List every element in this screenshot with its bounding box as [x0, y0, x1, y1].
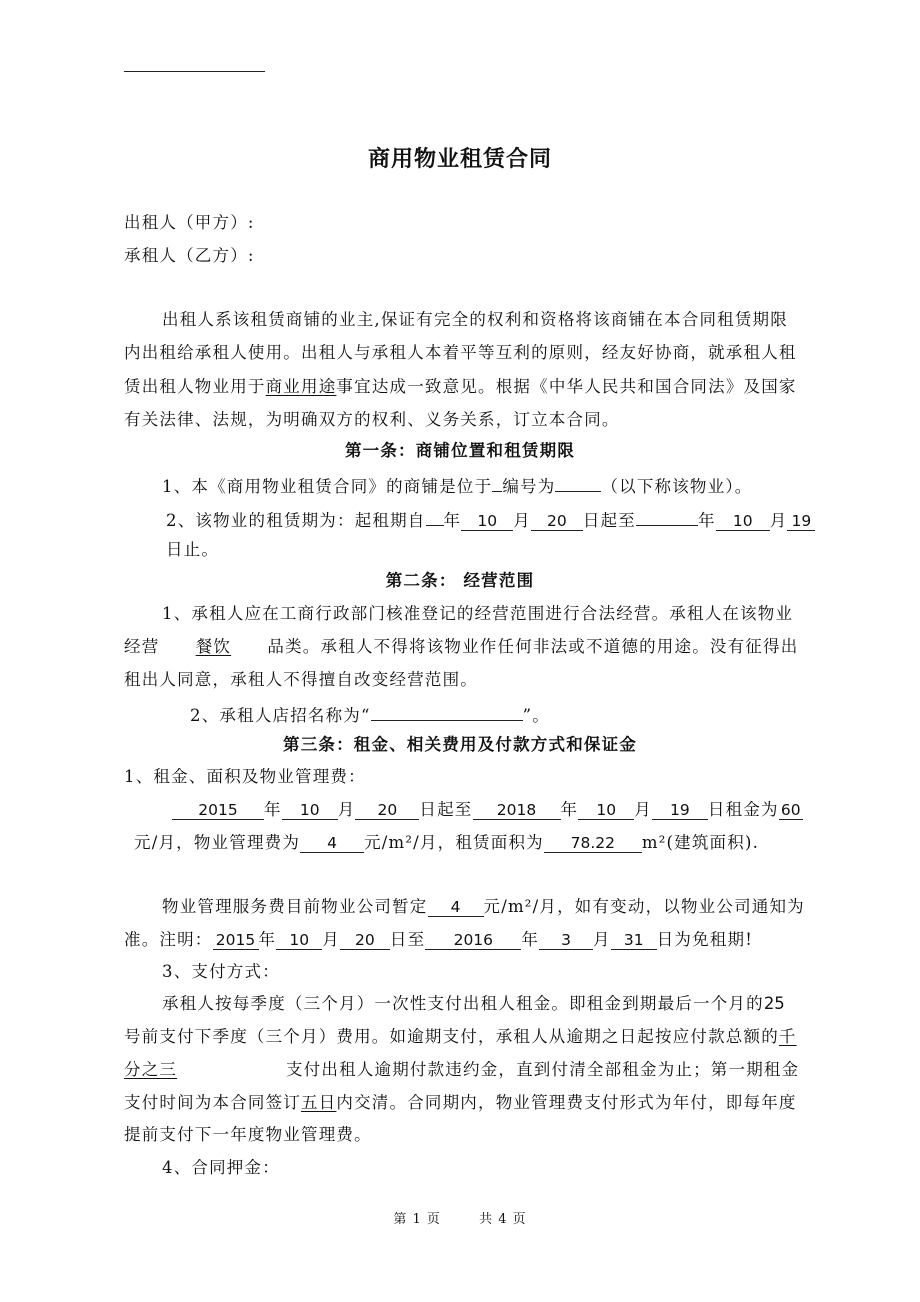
intro-line-3: 赁出租人物业用于商业用途事宜达成一致意见。根据《中华人民共和国合同法》及国家 [124, 377, 797, 396]
scope-line-2: 经营 餐饮 品类。承租人不得将该物业作任何非法或不道德的用途。没有征得出 [124, 637, 799, 656]
intro-line-4: 有关法律、法规，为明确双方的权利、义务关系，订立本合同。 [124, 410, 620, 429]
lessee-line: 承租人（乙方）: [124, 246, 255, 265]
rent-start-month: 10 [282, 801, 338, 820]
payment-line-3: 分之三 支付出租人逾期付款违约金，直到付清全部租金为止；第一期租金 [124, 1060, 800, 1079]
free-start-day: 20 [340, 931, 390, 950]
payment-method-title: 3、支付方式： [162, 962, 280, 981]
rent-period-line: 2015 年 10 月 20 日起至 2018 年 10 月 19 日租金为 60 [172, 799, 803, 821]
payment-line-2: 号前支付下季度（三个月）费用。如逾期支付，承租人从逾期之日起按应付款总额的千 [124, 1027, 797, 1046]
end-month-value: 10 [716, 512, 770, 531]
shop-number-blank [555, 473, 601, 492]
intro-line-1: 出租人系该租赁商铺的业主,保证有完全的权利和资格将该商铺在本合同租赁期限 [162, 310, 788, 329]
rent-detail-line: 元/月，物业管理费为 4 元/m²/月，租赁面积为 78.22 m²(建筑面积). [134, 833, 760, 852]
article-3-heading: 第三条：租金、相关费用及付款方式和保证金 [283, 735, 637, 754]
business-category: 餐饮 [195, 637, 232, 656]
free-end-month: 3 [539, 931, 593, 950]
rent-end-year: 2018 [473, 801, 561, 820]
free-end-year: 2016 [425, 931, 521, 950]
management-fee: 4 [300, 834, 364, 853]
shop-location-line: 1、本《商用物业租赁合同》的商铺是位于 编号为 （以下称该物业）。 [162, 473, 752, 498]
free-end-day: 31 [611, 931, 657, 950]
page-total: 共 4 页 [479, 1212, 527, 1227]
shop-sign-blank [371, 702, 523, 721]
start-month-value: 10 [461, 512, 513, 531]
payment-line-4: 支付时间为本合同签订五日内交清。合同期内，物业管理费支付形式为年付，即每年度 [124, 1093, 797, 1112]
start-year-blank [426, 507, 444, 526]
lease-area: 78.22 [544, 834, 642, 853]
page-number: 第 1 页 [393, 1212, 441, 1227]
intro-line-2: 内出租给承租人使用。出租人与承租人本着平等互利的原则，经友好协商，就承租人租 [124, 343, 797, 362]
rent-end-month: 10 [578, 801, 634, 820]
property-fee-line: 物业管理服务费目前物业公司暂定 4 元/m²/月，如有变动，以物业公司通知为 [162, 897, 805, 916]
lease-term-line: 2、该物业的租赁期为：起租期自 年 10 月 20 日起至 年 10 月 19 [166, 507, 815, 532]
deposit-title: 4、合同押金： [162, 1158, 280, 1177]
rent-start-day: 20 [355, 801, 419, 820]
property-fee-value: 4 [428, 898, 484, 917]
penalty-rate: 分之三 [124, 1060, 178, 1079]
start-day-value: 20 [531, 512, 583, 531]
usage-purpose: 商业用途 [265, 377, 337, 396]
lease-term-end: 日止。 [166, 540, 220, 559]
rent-section-title: 1、租金、面积及物业管理费： [124, 767, 366, 786]
document-title: 商用物业租赁合同 [367, 147, 552, 172]
payment-line-5: 提前支付下一年度物业管理费。 [124, 1125, 372, 1144]
rent-start-year: 2015 [172, 801, 264, 820]
end-year-blank [636, 507, 698, 526]
payment-line-1: 承租人按每季度（三个月）一次性支付出租人租金。即租金到期最后一个月的25 [162, 994, 785, 1013]
location-blank [492, 473, 502, 492]
rent-end-day: 19 [652, 801, 708, 820]
article-2-heading: 第二条： 经营范围 [385, 571, 535, 590]
lessor-line: 出租人（甲方）: [124, 213, 255, 232]
rent-free-line: 准。注明： 2015 年 10 月 20 日至 2016 年 3 月 31 日为免租期! [124, 930, 754, 949]
payment-deadline: 五日 [301, 1093, 337, 1112]
scope-line-3: 租出人同意，承租人不得擅自改变经营范围。 [124, 670, 478, 689]
article-1-heading: 第一条：商铺位置和租赁期限 [344, 441, 576, 460]
scope-line-1: 1、承租人应在工商行政部门核准登记的经营范围进行合法经营。承租人在该物业 [162, 604, 794, 623]
end-day-value: 19 [787, 512, 815, 531]
monthly-rent: 60 [779, 801, 803, 820]
free-start-month: 10 [276, 931, 322, 950]
header-rule [124, 71, 265, 72]
free-start-year: 2015 [213, 931, 259, 950]
page-footer [0, 1208, 920, 1227]
shop-sign-line: 2、承租人店招名称为“ ”。 [190, 702, 550, 727]
